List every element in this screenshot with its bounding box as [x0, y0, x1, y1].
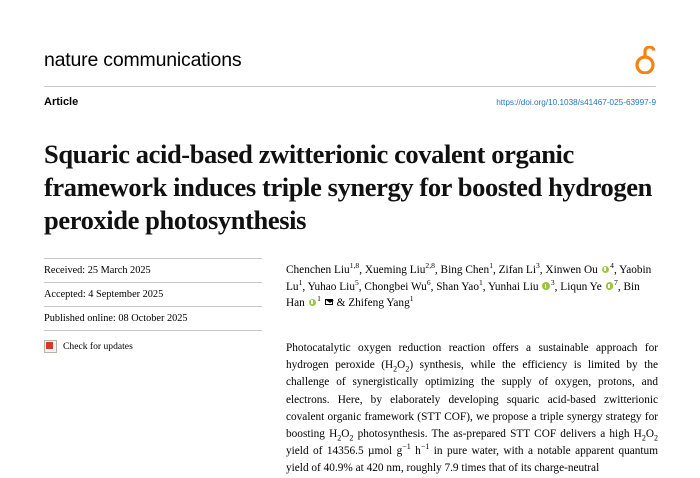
history-accepted: Accepted: 4 September 2025	[44, 283, 262, 307]
author-list: Chenchen Liu$^{1,8}$, Xueming Liu$^{2,8}$, Bing Chen$^1$, Zifan Li$^3$, Xinwen Ou $^4$, Yaobin Lu$^1$, Yuhao Liu$^5$, Chongbei Wu$^6$, Shan Yao$^1$, Yunhai Liu $^3$, Liqun Ye $^7$, Bin Han $^1$ & Zhifeng Yang$^1$	[286, 261, 652, 309]
check-for-updates-button[interactable]	[44, 340, 262, 353]
abstract-text: Photocatalytic oxygen reduction reaction offers a sustainable approach for hydrogen peroxide $(H_2O_2)$ synthesis, while the efficiency is limited by the challenge of synergistically optimizing the supply of oxygen, protons, and electrons. Here, by elaborately developing squaric acid-based zwitterionic covalent organic framework (STT COF), we propose a triple synergy strategy for boosting $H_2O_2$ photosynthesis. The as-prepared STT COF delivers a high $H_2O_2$ yield of 14356.5 µmol $g^{-1}$ $h^{-1}$ in pure water, with a notable apparent quantum yield of 40.9% at 420 nm, roughly 7.9 times that of its charge-neutral	[286, 342, 658, 475]
history-received: Received: 25 March 2025	[44, 258, 262, 283]
journal-masthead	[44, 40, 656, 80]
publication-history	[44, 258, 262, 353]
page-title: Squaric acid-based zwitterionic covalent organic framework induces triple synergy for boosted hydrogen peroxide photosynthesis	[44, 138, 652, 235]
history-published: Published online: 08 October 2025	[44, 307, 262, 331]
article-meta-row	[44, 96, 656, 108]
article-type-label: Article	[44, 96, 79, 108]
doi-link[interactable]: https://doi.org/10.1038/s41467-025-63997-9	[496, 98, 656, 107]
crossmark-icon	[44, 340, 57, 353]
open-access-lock-icon	[634, 46, 656, 74]
check-for-updates-label: Check for updates	[63, 341, 133, 352]
journal-title: nature communications	[44, 48, 242, 71]
masthead-divider	[44, 86, 656, 87]
